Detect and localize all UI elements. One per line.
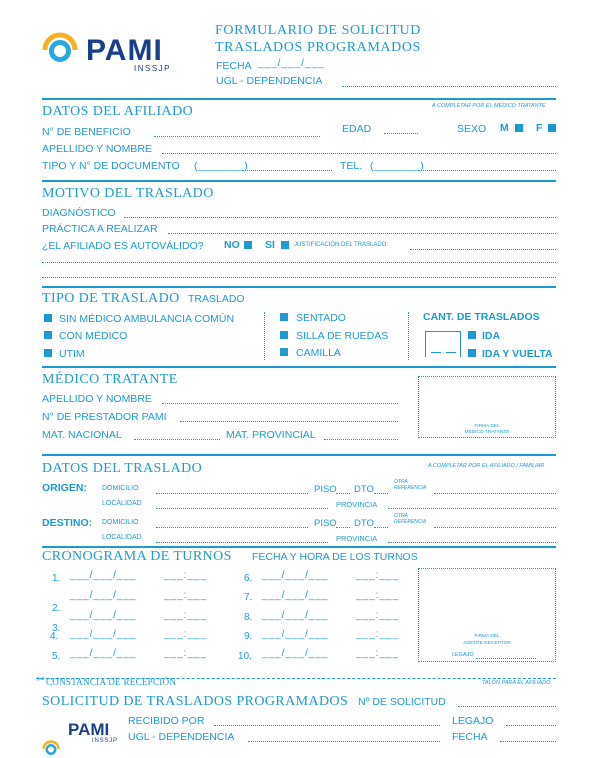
legajo-receptor-field[interactable] bbox=[476, 658, 536, 659]
ugl-field[interactable] bbox=[342, 86, 556, 87]
firma-receptor-label1: FIRMA DEL bbox=[474, 634, 500, 639]
turno-10-date[interactable]: ___/___/___ bbox=[262, 648, 329, 659]
origen-otra-label1: OTRA bbox=[394, 479, 408, 485]
turno-number: 10. bbox=[238, 651, 252, 662]
firma-receptor-label2: AGENTE RECEPTOR bbox=[463, 641, 511, 646]
opt-con-medico-checkbox[interactable] bbox=[44, 331, 52, 339]
destino-domicilio-field[interactable] bbox=[156, 527, 308, 528]
turno-7-date[interactable]: ___/___/___ bbox=[262, 590, 329, 601]
diagnostico-label: DIAGNÓSTICO bbox=[42, 207, 116, 219]
divider bbox=[42, 286, 556, 288]
origen-localidad-label: LOCALIDAD bbox=[102, 500, 142, 507]
recibido-field[interactable] bbox=[214, 725, 440, 726]
divider bbox=[42, 454, 556, 456]
mat-provincial-field[interactable] bbox=[324, 439, 398, 440]
traslado-section-title: DATOS DEL TRASLADO bbox=[42, 461, 203, 476]
tipo-section-title: TIPO DE TRASLADO bbox=[42, 291, 180, 306]
turno-2-time[interactable]: ___:___ bbox=[164, 590, 208, 601]
prestador-field[interactable] bbox=[180, 421, 398, 422]
origen-dto-label: DTO bbox=[354, 484, 374, 495]
talon-ugl-label: UGL - DEPENDENCIA bbox=[128, 731, 235, 743]
talon-ugl-field[interactable] bbox=[248, 741, 440, 742]
turno-number: 4. bbox=[50, 631, 59, 642]
autovalido-no-label: NO bbox=[224, 239, 240, 251]
turno-9-date[interactable]: ___/___/___ bbox=[262, 629, 329, 640]
firma-medico-label1: FIRMA DEL bbox=[474, 424, 500, 429]
divider bbox=[42, 366, 556, 368]
talon-fecha-label: FECHA bbox=[452, 731, 488, 743]
opt-silla-checkbox[interactable] bbox=[280, 331, 288, 339]
destino-dto-label: DTO bbox=[354, 518, 374, 529]
inssjp-label: INSSJP bbox=[134, 64, 172, 73]
turno-4-date[interactable]: ___/___/___ bbox=[70, 629, 137, 640]
divider bbox=[42, 98, 556, 100]
ida-label: IDA bbox=[482, 330, 501, 342]
form-title-line2: TRASLADOS PROGRAMADOS bbox=[215, 40, 421, 55]
turno-9-time[interactable]: ___:___ bbox=[356, 629, 400, 640]
talon-note: TALÓN PARA EL AFILIADO bbox=[482, 680, 551, 686]
destino-label: DESTINO: bbox=[42, 517, 93, 529]
apellido-label: APELLIDO Y NOMBRE bbox=[42, 143, 152, 155]
origen-provincia-field[interactable] bbox=[388, 508, 556, 509]
turno-3-date[interactable]: ___/___/___ bbox=[70, 610, 137, 621]
tipo-doc-field[interactable]: (________) bbox=[194, 160, 248, 172]
pami-brand: PAMI bbox=[86, 34, 163, 67]
talon-title: SOLICITUD DE TRASLADOS PROGRAMADOS bbox=[42, 694, 349, 709]
medico-section-title: MÉDICO TRATANTE bbox=[42, 372, 178, 387]
turno-1-date[interactable]: ___/___/___ bbox=[70, 570, 137, 581]
destino-localidad-label: LOCALIDAD bbox=[102, 534, 142, 541]
destino-provincia-label: PROVINCIA bbox=[336, 534, 378, 543]
justificacion-label: JUSTIFICACIÓN DEL TRASLADO: bbox=[294, 242, 389, 248]
destino-provincia-field[interactable] bbox=[388, 542, 556, 543]
diagnostico-field[interactable] bbox=[124, 217, 556, 218]
origen-piso-field[interactable] bbox=[336, 493, 350, 494]
divider bbox=[42, 546, 556, 548]
origen-domicilio-field[interactable] bbox=[156, 493, 308, 494]
sexo-f-label: F bbox=[536, 122, 543, 134]
cronograma-subtitle: FECHA Y HORA DE LOS TURNOS bbox=[252, 551, 418, 563]
ida-vuelta-label: IDA Y VUELTA bbox=[482, 348, 553, 360]
opt-camilla-label: CAMILLA bbox=[296, 347, 341, 359]
practica-field[interactable] bbox=[168, 233, 556, 234]
opt-silla-label: SILLA DE RUEDAS bbox=[296, 330, 389, 342]
pami-logo bbox=[42, 28, 177, 78]
turno-number: 5. bbox=[52, 651, 61, 662]
turno-5-time[interactable]: ___:___ bbox=[164, 648, 208, 659]
destino-dto-field[interactable] bbox=[374, 527, 388, 528]
edad-field[interactable] bbox=[384, 133, 418, 134]
turno-number: 7. bbox=[244, 592, 253, 603]
cant-traslados-title: CANT. DE TRASLADOS bbox=[423, 311, 540, 323]
destino-piso-label: PISO bbox=[314, 518, 337, 529]
origen-domicilio-label: DOMICILIO bbox=[102, 485, 139, 492]
turno-number: 2. bbox=[52, 603, 61, 614]
destino-domicilio-label: DOMICILIO bbox=[102, 519, 139, 526]
autovalido-no-checkbox[interactable] bbox=[244, 241, 252, 249]
doc-number-field[interactable] bbox=[242, 170, 332, 171]
separator-dotted bbox=[408, 312, 409, 360]
opt-sin-medico-checkbox[interactable] bbox=[44, 314, 52, 322]
motivo-section-title: MOTIVO DEL TRASLADO bbox=[42, 186, 214, 201]
autovalido-si-checkbox[interactable] bbox=[281, 241, 289, 249]
destino-otra-label1: OTRA bbox=[394, 513, 408, 519]
turno-7-time[interactable]: ___:___ bbox=[356, 590, 400, 601]
scissors-icon: ✂ bbox=[37, 674, 45, 684]
cronograma-section-title: CRONOGRAMA DE TURNOS bbox=[42, 549, 232, 564]
cant-traslados-field[interactable] bbox=[425, 331, 461, 357]
tel-area-field[interactable]: (________) bbox=[370, 160, 424, 172]
traslado-note: A COMPLETAR POR EL AFILIADO / FAMILIAR bbox=[428, 463, 545, 469]
turno-2-date[interactable]: ___/___/___ bbox=[70, 590, 137, 601]
opt-sentado-label: SENTADO bbox=[296, 312, 346, 324]
firma-medico-label2: MÉDICO TRATANTE bbox=[464, 430, 510, 435]
nro-solicitud-label: Nº DE SOLICITUD bbox=[358, 696, 446, 708]
practica-label: PRÁCTICA A REALIZAR bbox=[42, 223, 158, 235]
cant-blank bbox=[446, 352, 456, 353]
cant-blank bbox=[431, 352, 441, 353]
talon-pami-logo bbox=[42, 720, 122, 758]
medico-apellido-label: APELLIDO Y NOMBRE bbox=[42, 393, 152, 405]
destino-referencia-field[interactable] bbox=[434, 527, 556, 528]
pami-logo-icon bbox=[42, 28, 78, 64]
afiliado-note: A COMPLETAR POR EL MÉDICO TRATANTE bbox=[432, 103, 546, 109]
turno-8-time[interactable]: ___:___ bbox=[356, 610, 400, 621]
turno-number: 6. bbox=[244, 573, 253, 584]
origen-label: ORIGEN: bbox=[42, 482, 87, 494]
turno-6-date[interactable]: ___/___/___ bbox=[262, 570, 329, 581]
turno-number: 8. bbox=[244, 612, 253, 623]
destino-localidad-field[interactable] bbox=[156, 542, 328, 543]
turno-8-date[interactable]: ___/___/___ bbox=[262, 610, 329, 621]
opt-utim-label: UTIM bbox=[59, 348, 85, 360]
form-title-line1: FORMULARIO DE SOLICITUD bbox=[215, 23, 421, 38]
sexo-m-checkbox[interactable] bbox=[515, 124, 523, 132]
origen-otra-label2: REFERENCIA bbox=[394, 485, 427, 491]
fecha-label: FECHA bbox=[216, 60, 252, 72]
origen-localidad-field[interactable] bbox=[156, 508, 328, 509]
medico-apellido-field[interactable] bbox=[162, 403, 398, 404]
ugl-label: UGL - DEPENDENCIA bbox=[216, 75, 323, 87]
talon-legajo-label: LEGAJO bbox=[452, 715, 494, 727]
turno-1-time[interactable]: ___:___ bbox=[164, 570, 208, 581]
origen-provincia-label: PROVINCIA bbox=[336, 500, 378, 509]
opt-sin-medico-label: SIN MÉDICO AMBULANCIA COMÚN bbox=[59, 313, 235, 325]
justificacion-field-line3[interactable] bbox=[42, 277, 556, 278]
turno-5-date[interactable]: ___/___/___ bbox=[70, 648, 137, 659]
tel-field[interactable] bbox=[418, 170, 556, 171]
opt-camilla-checkbox[interactable] bbox=[280, 348, 288, 356]
mat-provincial-label: MAT. PROVINCIAL bbox=[226, 429, 316, 441]
talon-fecha-field[interactable] bbox=[500, 741, 556, 742]
turno-6-time[interactable]: ___:___ bbox=[356, 570, 400, 581]
tipo-doc-label: TIPO Y N° DE DOCUMENTO bbox=[42, 160, 180, 172]
sexo-label: SEXO bbox=[457, 123, 487, 135]
divider bbox=[42, 180, 556, 182]
separator-dotted bbox=[264, 312, 265, 360]
turno-number: 9. bbox=[244, 631, 253, 642]
mat-nacional-label: MAT. NACIONAL bbox=[42, 429, 122, 441]
destino-otra-label2: REFERENCIA bbox=[394, 519, 427, 525]
beneficio-field[interactable] bbox=[154, 136, 320, 137]
turno-number: 1. bbox=[52, 573, 61, 584]
opt-utim-checkbox[interactable] bbox=[44, 349, 52, 357]
autovalido-label: ¿EL AFILIADO ES AUTOVÁLIDO? bbox=[42, 240, 204, 252]
turno-4-time[interactable]: ___:___ bbox=[164, 629, 208, 640]
constancia-label: CONSTANCIA DE RECEPCIÓN bbox=[46, 677, 177, 687]
sexo-f-checkbox[interactable] bbox=[548, 124, 556, 132]
prestador-label: N° DE PRESTADOR PAMI bbox=[42, 411, 167, 423]
tel-label: TEL. bbox=[340, 160, 363, 172]
apellido-field[interactable] bbox=[162, 153, 556, 154]
opt-sentado-checkbox[interactable] bbox=[280, 313, 288, 321]
beneficio-label: N° DE BENEFICIO bbox=[42, 126, 131, 138]
pami-logo-small-icon bbox=[42, 738, 60, 756]
justificacion-field[interactable] bbox=[410, 249, 556, 250]
origen-referencia-field[interactable] bbox=[434, 493, 556, 494]
talon-pami-brand: PAMI bbox=[68, 720, 110, 739]
ida-vuelta-checkbox[interactable] bbox=[468, 349, 476, 357]
ida-checkbox[interactable] bbox=[468, 331, 476, 339]
fecha-field[interactable]: ___/___/___ bbox=[258, 58, 325, 69]
origen-piso-label: PISO bbox=[314, 484, 337, 495]
autovalido-si-label: SI bbox=[265, 239, 275, 251]
afiliado-section-title: DATOS DEL AFILIADO bbox=[42, 104, 194, 119]
justificacion-field-line2[interactable] bbox=[42, 262, 556, 263]
sexo-m-label: M bbox=[500, 122, 509, 134]
opt-con-medico-label: CON MÉDICO bbox=[59, 330, 128, 342]
talon-inssjp-label: INSSJP bbox=[92, 738, 118, 744]
turno-3-time[interactable]: ___:___ bbox=[164, 610, 208, 621]
mat-nacional-field[interactable] bbox=[134, 439, 220, 440]
turno-number: 3. bbox=[52, 623, 61, 634]
recibido-label: RECIBIDO POR bbox=[128, 715, 205, 727]
destino-piso-field[interactable] bbox=[336, 527, 350, 528]
edad-label: EDAD bbox=[342, 123, 372, 135]
nro-solicitud-field[interactable] bbox=[458, 706, 556, 707]
origen-dto-field[interactable] bbox=[374, 493, 388, 494]
talon-legajo-field[interactable] bbox=[506, 725, 556, 726]
turno-10-time[interactable]: ___:___ bbox=[356, 648, 400, 659]
firma-receptor-box[interactable] bbox=[418, 568, 556, 662]
tipo-subtitle: TRASLADO bbox=[188, 293, 245, 305]
legajo-receptor-label: LEGAJO bbox=[452, 652, 474, 658]
